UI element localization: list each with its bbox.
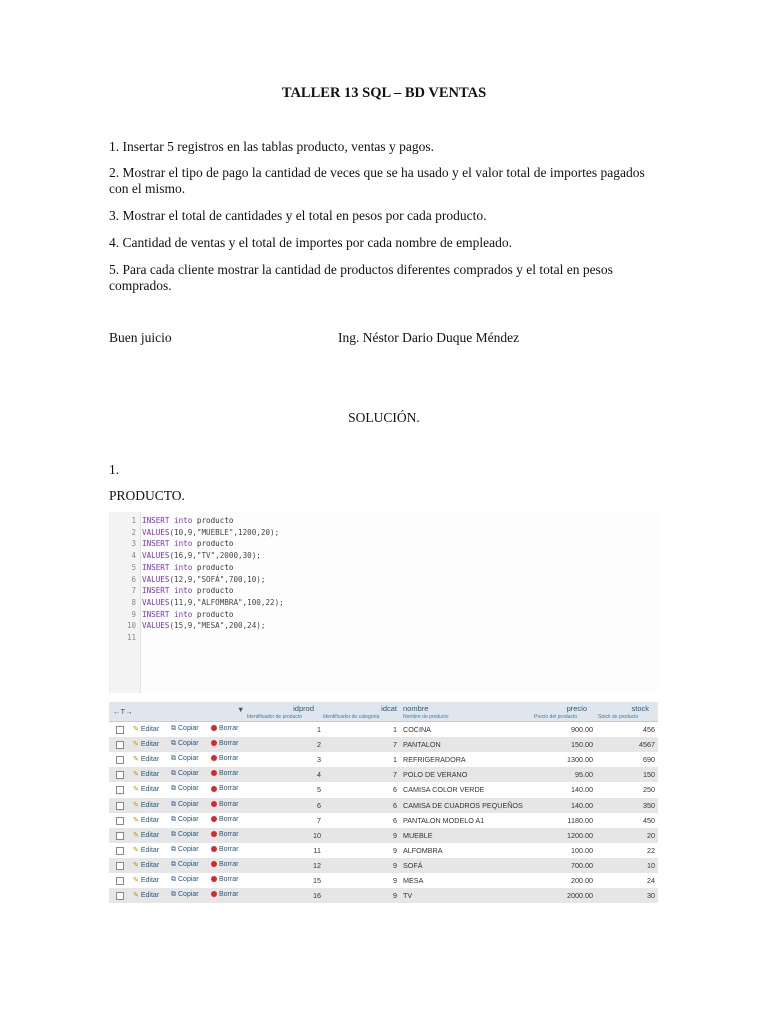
- cell-precio: 150.00: [571, 740, 593, 750]
- line-number: 8: [131, 597, 136, 607]
- code-line: [142, 528, 279, 537]
- copy-icon: ⧉: [171, 755, 176, 763]
- col-stock-desc: Stock de producto: [598, 714, 639, 720]
- cell-precio: 95.00: [575, 770, 593, 780]
- edit-label: Editar: [140, 877, 160, 884]
- cell-nombre: REFRIGERADORA: [403, 755, 466, 765]
- delete-button[interactable]: [211, 801, 238, 808]
- sql-keyword: into: [174, 539, 193, 549]
- delete-label: Borrar: [219, 876, 239, 883]
- code-line: [142, 516, 233, 525]
- sql-keyword: INSERT: [142, 539, 170, 549]
- sql-values: (10,9,"MUEBLE",1200,20);: [169, 527, 280, 537]
- copy-button[interactable]: [171, 861, 199, 869]
- row-checkbox[interactable]: [116, 892, 124, 900]
- cell-idcat: 1: [393, 725, 397, 734]
- cell-idprod: 4: [317, 770, 321, 780]
- edit-icon: ✎: [133, 756, 139, 764]
- copy-label: Copiar: [178, 815, 199, 823]
- cell-stock: 250: [643, 785, 655, 795]
- copy-icon: ⧉: [171, 845, 176, 853]
- delete-icon: [211, 891, 217, 897]
- sql-identifier: producto: [192, 562, 234, 572]
- copy-button[interactable]: [171, 816, 199, 824]
- line-number: 10: [126, 621, 136, 631]
- edit-label: Editar: [140, 741, 160, 749]
- edit-label: Editar: [140, 771, 160, 779]
- edit-label: Editar: [140, 846, 160, 854]
- sql-identifier: producto: [192, 516, 234, 525]
- cell-stock: 350: [643, 800, 655, 810]
- delete-icon: [211, 816, 217, 822]
- cell-stock: 690: [643, 755, 655, 765]
- delete-icon: [211, 725, 217, 731]
- cell-idprod: 11: [313, 845, 321, 855]
- edit-button[interactable]: [133, 785, 159, 793]
- sql-keyword: INSERT: [142, 516, 170, 525]
- cell-idcat: 6: [393, 815, 397, 825]
- cell-nombre: PANTALON MODELO A1: [403, 815, 485, 825]
- code-line: [142, 586, 233, 595]
- delete-button[interactable]: [211, 770, 238, 777]
- row-checkbox[interactable]: [116, 726, 124, 734]
- delete-label: Borrar: [219, 800, 239, 808]
- cell-precio: 1300.00: [567, 755, 593, 765]
- edit-button[interactable]: [133, 876, 159, 884]
- delete-icon: [211, 876, 217, 882]
- cell-idcat: 9: [393, 891, 397, 901]
- task-3: 3. Mostrar el total de cantidades y el total en pesos por cada producto.: [109, 208, 487, 223]
- edit-button[interactable]: [133, 831, 159, 839]
- cell-nombre: MUEBLE: [403, 830, 433, 840]
- copy-button[interactable]: [171, 740, 199, 748]
- cell-stock: 4567: [639, 740, 655, 750]
- edit-icon: ✎: [133, 892, 139, 900]
- line-number: 11: [126, 633, 136, 642]
- cell-idprod: 2: [317, 740, 321, 750]
- delete-icon: [211, 770, 217, 776]
- cell-idcat: 9: [393, 876, 397, 885]
- table-row: [109, 873, 658, 888]
- task-5: 5. Para cada cliente mostrar la cantidad de productos diferentes comprados y el total en pesos comprados.: [109, 262, 613, 293]
- sql-keyword: INSERT: [142, 586, 170, 596]
- table-row: [109, 722, 658, 737]
- delete-label: Borrar: [219, 815, 239, 823]
- delete-label: Borrar: [219, 755, 239, 763]
- task-2: 2. Mostrar el tipo de pago la cantidad de veces que se ha usado y el valor total de importes pagados con el mismo.: [109, 165, 645, 196]
- copy-icon: ⧉: [171, 815, 176, 823]
- solution-heading: SOLUCIÓN.: [348, 410, 420, 425]
- copy-icon: ⧉: [171, 876, 176, 883]
- row-checkbox[interactable]: [116, 847, 124, 855]
- cell-idcat: 6: [393, 785, 397, 795]
- cell-idprod: 1: [317, 725, 321, 734]
- edit-label: Editar: [140, 801, 160, 809]
- delete-label: Borrar: [219, 785, 239, 793]
- copy-icon: ⧉: [171, 740, 176, 748]
- table-row: [109, 782, 658, 797]
- delete-label: Borrar: [219, 725, 239, 732]
- sql-keyword: into: [174, 609, 193, 619]
- row-checkbox[interactable]: [116, 802, 124, 810]
- sql-identifier: producto: [192, 539, 234, 549]
- cell-precio: 140.00: [571, 785, 593, 795]
- sql-keyword: VALUES: [142, 621, 170, 631]
- cell-idcat: 9: [393, 860, 397, 870]
- delete-button[interactable]: [211, 755, 238, 762]
- sql-keyword: into: [174, 516, 193, 525]
- copy-button[interactable]: [171, 846, 199, 854]
- copy-icon: ⧉: [171, 725, 176, 732]
- cell-precio: 1180.00: [567, 815, 593, 825]
- code-line: [142, 551, 261, 560]
- sql-identifier: producto: [192, 586, 234, 596]
- copy-icon: ⧉: [171, 891, 176, 899]
- copy-label: Copiar: [178, 876, 199, 883]
- col-idcat[interactable]: idcat: [381, 704, 397, 713]
- document-title: TALLER 13 SQL – BD VENTAS: [281, 85, 487, 101]
- table-row: [109, 843, 658, 858]
- delete-button[interactable]: [211, 831, 238, 838]
- delete-label: Borrar: [219, 830, 239, 838]
- edit-button[interactable]: [133, 816, 159, 824]
- edit-label: Editar: [140, 892, 160, 900]
- edit-label: Editar: [140, 726, 160, 733]
- edit-icon: ✎: [133, 877, 139, 884]
- sql-values: (16,9,"TV",2000,30);: [169, 551, 261, 561]
- edit-icon: ✎: [133, 861, 139, 869]
- copy-label: Copiar: [178, 830, 199, 838]
- edit-button[interactable]: [133, 740, 159, 748]
- copy-label: Copiar: [178, 785, 199, 793]
- delete-label: Borrar: [219, 740, 239, 748]
- table-header: [109, 702, 658, 722]
- cell-idprod: 6: [317, 800, 321, 810]
- delete-button[interactable]: [211, 846, 238, 853]
- delete-icon: [211, 861, 217, 867]
- edit-icon: ✎: [133, 771, 139, 779]
- cell-idcat: 7: [393, 770, 397, 780]
- delete-icon: [211, 740, 217, 746]
- cell-nombre: SOFÁ: [403, 860, 423, 870]
- cell-stock: 22: [647, 845, 655, 855]
- copy-button[interactable]: [171, 891, 199, 899]
- cell-nombre: ALFOMBRA: [403, 845, 443, 855]
- delete-label: Borrar: [219, 891, 239, 899]
- row-checkbox[interactable]: [116, 786, 124, 794]
- cell-idprod: 7: [317, 815, 321, 825]
- sql-keyword: INSERT: [142, 609, 170, 619]
- cell-nombre: POLO DE VERANO: [403, 770, 468, 780]
- copy-label: Copiar: [178, 725, 199, 732]
- edit-button[interactable]: [133, 861, 159, 869]
- copy-label: Copiar: [178, 800, 199, 808]
- edit-icon: ✎: [133, 846, 139, 854]
- edit-label: Editar: [140, 756, 160, 764]
- delete-button[interactable]: [211, 891, 238, 898]
- line-number: 2: [131, 527, 136, 537]
- line-number: 6: [131, 574, 136, 584]
- line-number: 1: [131, 516, 136, 525]
- row-checkbox[interactable]: [116, 817, 124, 825]
- edit-button[interactable]: [133, 725, 159, 733]
- copy-icon: ⧉: [171, 770, 176, 778]
- edit-button[interactable]: [133, 755, 159, 763]
- sql-keyword: VALUES: [142, 597, 170, 607]
- delete-button[interactable]: [211, 725, 238, 732]
- col-idcat-desc: Identificador de categoría: [323, 714, 380, 720]
- closing-left: Buen juicio: [109, 330, 172, 345]
- cell-nombre: CAMISA COLOR VERDE: [403, 785, 485, 795]
- row-checkbox[interactable]: [116, 832, 124, 840]
- cell-nombre: MESA: [403, 876, 424, 885]
- col-nombre[interactable]: nombre: [403, 704, 429, 713]
- row-checkbox[interactable]: [116, 756, 124, 764]
- delete-button[interactable]: [211, 861, 238, 868]
- task-4: 4. Cantidad de ventas y el total de importes por cada nombre de empleado.: [109, 235, 512, 250]
- edit-icon: ✎: [133, 726, 139, 733]
- copy-label: Copiar: [178, 740, 199, 748]
- edit-icon: ✎: [133, 831, 139, 839]
- cell-idcat: 9: [393, 845, 397, 855]
- sql-keyword: INSERT: [142, 562, 170, 572]
- copy-icon: ⧉: [171, 800, 176, 808]
- cell-idcat: 6: [393, 800, 397, 810]
- edit-icon: ✎: [133, 816, 139, 824]
- col-nombre-desc: Nombre de producto: [403, 714, 449, 720]
- sql-values: (15,9,"MESA",200,24);: [169, 621, 266, 631]
- line-number: 3: [131, 539, 136, 549]
- edit-icon: ✎: [133, 786, 139, 794]
- row-checkbox[interactable]: [116, 741, 124, 749]
- cell-idprod: 10: [313, 830, 321, 840]
- sql-keyword: VALUES: [142, 574, 170, 584]
- copy-icon: ⧉: [171, 860, 176, 868]
- table-row: [109, 798, 658, 813]
- copy-button[interactable]: [171, 801, 199, 809]
- cell-precio: 100.00: [571, 845, 593, 855]
- copy-button[interactable]: [171, 725, 199, 733]
- sort-dropdown-icon[interactable]: ▼: [237, 705, 245, 714]
- delete-button[interactable]: [211, 876, 238, 883]
- copy-label: Copiar: [178, 845, 199, 853]
- cell-idprod: 15: [313, 876, 321, 885]
- col-precio[interactable]: precio: [566, 704, 587, 713]
- copy-button[interactable]: [171, 755, 199, 763]
- code-line: [142, 621, 265, 630]
- edit-label: Editar: [140, 786, 160, 794]
- cell-precio: 700.00: [571, 860, 593, 870]
- cell-precio: 2000.00: [567, 891, 593, 901]
- closing-signature: Ing. Néstor Dario Duque Méndez: [338, 330, 520, 345]
- edit-button[interactable]: [133, 891, 159, 899]
- sql-keyword: VALUES: [142, 551, 170, 561]
- cell-idcat: 7: [393, 740, 397, 750]
- task-1: 1. Insertar 5 registros en las tablas producto, ventas y pagos.: [109, 139, 435, 154]
- col-stock[interactable]: stock: [631, 704, 649, 713]
- edit-button[interactable]: [133, 846, 159, 854]
- delete-button[interactable]: [211, 740, 238, 747]
- edit-icon: ✎: [133, 741, 139, 749]
- cell-nombre: CAMISA DE CUADROS PEQUEÑOS: [403, 800, 523, 810]
- row-checkbox[interactable]: [116, 877, 124, 885]
- sql-values: (11,9,"ALFOMBRA",100,22);: [169, 597, 284, 607]
- edit-label: Editar: [140, 861, 160, 869]
- delete-icon: [211, 801, 217, 807]
- table-row: [109, 888, 658, 903]
- code-line: [142, 610, 233, 619]
- cell-idprod: 3: [317, 755, 321, 765]
- copy-icon: ⧉: [171, 830, 176, 838]
- delete-button[interactable]: [211, 785, 238, 792]
- line-number-gutter: [110, 512, 141, 693]
- code-line: [142, 598, 284, 607]
- edit-button[interactable]: [133, 770, 159, 778]
- copy-label: Copiar: [178, 770, 199, 778]
- sql-values: (12,9,"SOFÁ",700,10);: [169, 574, 266, 584]
- cell-idcat: 9: [393, 830, 397, 840]
- edit-icon: ✎: [133, 801, 139, 809]
- table-row: [109, 858, 658, 873]
- cell-idprod: 16: [313, 891, 321, 901]
- cell-nombre: COCINA: [403, 725, 431, 734]
- cell-idprod: 5: [317, 785, 321, 795]
- edit-button[interactable]: [133, 801, 159, 809]
- cell-precio: 200.00: [571, 876, 593, 885]
- cell-stock: 20: [647, 830, 655, 840]
- delete-icon: [211, 831, 217, 837]
- delete-icon: [211, 786, 217, 792]
- sql-keyword: VALUES: [142, 527, 170, 537]
- delete-icon: [211, 755, 217, 761]
- copy-label: Copiar: [178, 860, 199, 868]
- code-line: [142, 539, 233, 548]
- table-row: [109, 813, 658, 828]
- line-number: 4: [131, 551, 136, 561]
- copy-button[interactable]: [171, 831, 199, 839]
- cell-idprod: 12: [313, 860, 321, 870]
- cell-stock: 456: [643, 725, 655, 734]
- delete-label: Borrar: [219, 770, 239, 778]
- cell-precio: 1200.00: [567, 830, 593, 840]
- cell-stock: 450: [643, 815, 655, 825]
- col-idprod-desc: Identificador de producto: [247, 714, 303, 720]
- section-label: PRODUCTO.: [109, 488, 185, 503]
- cell-precio: 900.00: [571, 725, 593, 734]
- cell-nombre: PANTALON: [403, 740, 441, 750]
- cell-stock: 24: [647, 876, 655, 885]
- line-number: 5: [131, 562, 136, 572]
- code-line: [142, 563, 233, 572]
- cell-stock: 10: [647, 860, 655, 870]
- table-row: [109, 828, 658, 843]
- col-precio-desc: Precio del producto: [534, 714, 578, 720]
- cell-precio: 140.00: [571, 800, 593, 810]
- copy-label: Copiar: [178, 755, 199, 763]
- copy-button[interactable]: [171, 876, 199, 884]
- table-row: [109, 752, 658, 767]
- table-row: [109, 737, 658, 752]
- delete-label: Borrar: [219, 860, 239, 868]
- copy-label: Copiar: [178, 891, 199, 899]
- delete-icon: [211, 846, 217, 852]
- cell-stock: 30: [647, 891, 655, 901]
- delete-label: Borrar: [219, 845, 239, 853]
- delete-button[interactable]: [211, 816, 238, 823]
- copy-button[interactable]: [171, 770, 199, 778]
- table-row: [109, 767, 658, 782]
- copy-button[interactable]: [171, 785, 199, 793]
- row-checkbox[interactable]: [116, 862, 124, 870]
- cell-stock: 150: [643, 770, 655, 780]
- edit-label: Editar: [140, 831, 160, 839]
- col-idprod[interactable]: idprod: [293, 704, 314, 713]
- section-number: 1.: [109, 462, 120, 477]
- column-nav-arrows[interactable]: ←T→: [113, 707, 133, 716]
- line-number: 9: [131, 609, 136, 619]
- sql-keyword: into: [174, 586, 193, 596]
- cell-nombre: TV: [403, 891, 413, 901]
- sql-code-editor[interactable]: [109, 512, 659, 693]
- row-checkbox[interactable]: [116, 771, 124, 779]
- copy-icon: ⧉: [171, 785, 176, 793]
- sql-identifier: producto: [192, 609, 234, 619]
- sql-keyword: into: [174, 562, 193, 572]
- code-line: [142, 575, 265, 584]
- cell-idcat: 1: [393, 755, 397, 765]
- edit-label: Editar: [140, 816, 160, 824]
- line-number: 7: [131, 586, 136, 596]
